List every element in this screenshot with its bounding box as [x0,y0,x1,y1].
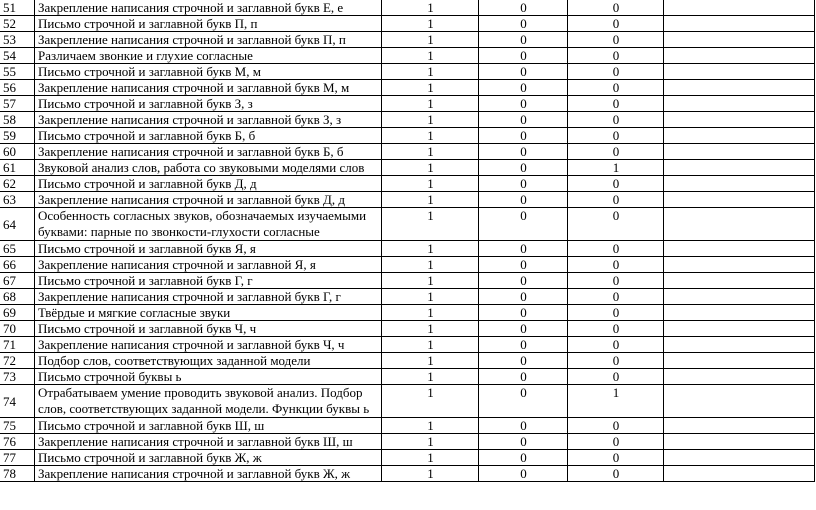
table-row [0,305,815,321]
lesson-topic: Письмо строчной и заглавной букв Г, г [35,273,382,289]
hours-total: 1 [382,192,479,208]
hours-practice: 0 [568,128,664,144]
lesson-number: 64 [0,208,35,241]
hours-control: 0 [479,16,568,32]
notes-cell [664,241,815,257]
hours-control: 0 [479,128,568,144]
notes-cell [664,160,815,176]
hours-control: 0 [479,466,568,482]
lesson-topic: Закрепление написания строчной и заглавной букв П, п [35,32,382,48]
table-row [0,273,815,289]
lesson-topic: Письмо строчной и заглавной букв Ж, ж [35,450,382,466]
table-row [0,466,815,482]
lesson-topic: Письмо строчной и заглавной букв Ч, ч [35,321,382,337]
hours-total: 1 [382,289,479,305]
lesson-number: 52 [0,16,35,32]
notes-cell [664,128,815,144]
hours-total: 1 [382,305,479,321]
hours-total: 1 [382,32,479,48]
hours-practice: 0 [568,0,664,16]
hours-control: 0 [479,321,568,337]
hours-total: 1 [382,208,479,241]
lesson-number: 67 [0,273,35,289]
hours-control: 0 [479,337,568,353]
lesson-number: 70 [0,321,35,337]
lesson-number: 65 [0,241,35,257]
table-row [0,32,815,48]
notes-cell [664,176,815,192]
notes-cell [664,32,815,48]
hours-total: 1 [382,257,479,273]
lesson-number: 69 [0,305,35,321]
hours-control: 0 [479,450,568,466]
hours-control: 0 [479,273,568,289]
hours-total: 1 [382,434,479,450]
hours-control: 0 [479,48,568,64]
lesson-topic: Закрепление написания строчной и заглавной букв Ш, ш [35,434,382,450]
lesson-topic: Закрепление написания строчной и заглавной Я, я [35,257,382,273]
lesson-number: 57 [0,96,35,112]
table-row [0,80,815,96]
hours-practice: 0 [568,418,664,434]
lesson-topic: Закрепление написания строчной и заглавной букв Б, б [35,144,382,160]
hours-practice: 0 [568,434,664,450]
table-row [0,176,815,192]
hours-practice: 0 [568,369,664,385]
hours-control: 0 [479,369,568,385]
hours-control: 0 [479,434,568,450]
hours-practice: 0 [568,112,664,128]
lesson-number: 68 [0,289,35,305]
hours-practice: 0 [568,176,664,192]
hours-total: 1 [382,321,479,337]
notes-cell [664,64,815,80]
hours-control: 0 [479,112,568,128]
hours-practice: 0 [568,273,664,289]
lesson-topic: Письмо строчной и заглавной букв П, п [35,16,382,32]
hours-practice: 0 [568,96,664,112]
table-row [0,337,815,353]
table-row [0,289,815,305]
hours-practice: 0 [568,450,664,466]
hours-total: 1 [382,273,479,289]
hours-total: 1 [382,96,479,112]
notes-cell [664,96,815,112]
notes-cell [664,305,815,321]
hours-practice: 0 [568,466,664,482]
lesson-topic: Подбор слов, соответствующих заданной модели [35,353,382,369]
hours-practice: 0 [568,144,664,160]
hours-practice: 0 [568,208,664,241]
lesson-number: 59 [0,128,35,144]
hours-total: 1 [382,385,479,418]
hours-control: 0 [479,353,568,369]
hours-control: 0 [479,418,568,434]
lesson-number: 62 [0,176,35,192]
lesson-topic: Закрепление написания строчной и заглавной букв Ж, ж [35,466,382,482]
table-row [0,0,815,16]
lesson-number: 53 [0,32,35,48]
hours-control: 0 [479,208,568,241]
hours-practice: 0 [568,48,664,64]
hours-total: 1 [382,160,479,176]
hours-total: 1 [382,369,479,385]
notes-cell [664,369,815,385]
notes-cell [664,112,815,128]
hours-control: 0 [479,0,568,16]
notes-cell [664,450,815,466]
lesson-topic: Закрепление написания строчной и заглавной букв М, м [35,80,382,96]
table-row [0,241,815,257]
lesson-number: 55 [0,64,35,80]
hours-practice: 0 [568,241,664,257]
lesson-number: 72 [0,353,35,369]
table-row [0,16,815,32]
lesson-number: 71 [0,337,35,353]
lesson-topic: Закрепление написания строчной и заглавной букв Ч, ч [35,337,382,353]
table-row [0,160,815,176]
table-row [0,208,815,241]
lesson-number: 78 [0,466,35,482]
notes-cell [664,257,815,273]
hours-control: 0 [479,241,568,257]
hours-total: 1 [382,48,479,64]
hours-total: 1 [382,64,479,80]
hours-total: 1 [382,241,479,257]
hours-practice: 0 [568,16,664,32]
hours-practice: 0 [568,337,664,353]
lesson-topic: Письмо строчной и заглавной букв Ш, ш [35,418,382,434]
table-row [0,353,815,369]
hours-practice: 0 [568,289,664,305]
lesson-number: 74 [0,385,35,418]
notes-cell [664,192,815,208]
hours-total: 1 [382,353,479,369]
hours-control: 0 [479,80,568,96]
hours-practice: 0 [568,257,664,273]
notes-cell [664,80,815,96]
lesson-number: 60 [0,144,35,160]
lesson-topic: Письмо строчной и заглавной букв Б, б [35,128,382,144]
lesson-number: 66 [0,257,35,273]
table-row [0,48,815,64]
notes-cell [664,353,815,369]
hours-control: 0 [479,257,568,273]
notes-cell [664,273,815,289]
notes-cell [664,48,815,64]
hours-control: 0 [479,32,568,48]
hours-control: 0 [479,144,568,160]
table-row [0,418,815,434]
hours-total: 1 [382,466,479,482]
hours-total: 1 [382,16,479,32]
notes-cell [664,208,815,241]
lesson-number: 76 [0,434,35,450]
hours-total: 1 [382,112,479,128]
lesson-topic: Закрепление написания строчной и заглавной букв Д, д [35,192,382,208]
hours-total: 1 [382,176,479,192]
hours-control: 0 [479,289,568,305]
notes-cell [664,418,815,434]
table-row [0,128,815,144]
notes-cell [664,385,815,418]
hours-total: 1 [382,128,479,144]
notes-cell [664,144,815,160]
lesson-topic: Письмо строчной и заглавной букв М, м [35,64,382,80]
lesson-number: 56 [0,80,35,96]
hours-practice: 0 [568,192,664,208]
hours-control: 0 [479,64,568,80]
hours-control: 0 [479,192,568,208]
table-row [0,144,815,160]
hours-practice: 0 [568,80,664,96]
hours-practice: 0 [568,64,664,80]
table-row [0,112,815,128]
hours-total: 1 [382,144,479,160]
lesson-topic: Различаем звонкие и глухие согласные [35,48,382,64]
lesson-topic: Письмо строчной и заглавной букв З, з [35,96,382,112]
lesson-number: 61 [0,160,35,176]
hours-control: 0 [479,385,568,418]
hours-control: 0 [479,160,568,176]
hours-control: 0 [479,96,568,112]
hours-practice: 0 [568,353,664,369]
lesson-number: 75 [0,418,35,434]
table-row [0,369,815,385]
hours-total: 1 [382,337,479,353]
lesson-topic: Закрепление написания строчной и заглавной букв Е, е [35,0,382,16]
hours-total: 1 [382,418,479,434]
lesson-topic: Письмо строчной буквы ь [35,369,382,385]
hours-total: 1 [382,0,479,16]
hours-practice: 1 [568,385,664,418]
notes-cell [664,16,815,32]
table-row [0,434,815,450]
notes-cell [664,434,815,450]
table-row [0,64,815,80]
lesson-number: 54 [0,48,35,64]
lesson-topic: Письмо строчной и заглавной букв Я, я [35,241,382,257]
lesson-topic: Особенность согласных звуков, обозначаемых изучаемыми буквами: парные по звонкости-глухости согласные [35,208,382,241]
table-row [0,96,815,112]
lesson-number: 73 [0,369,35,385]
hours-total: 1 [382,80,479,96]
lesson-number: 58 [0,112,35,128]
hours-practice: 0 [568,305,664,321]
lesson-number: 51 [0,0,35,16]
hours-practice: 0 [568,32,664,48]
lesson-topic: Отрабатываем умение проводить звуковой анализ. Подбор слов, соответствующих заданной модели. Функции буквы ь [35,385,382,418]
notes-cell [664,0,815,16]
lesson-topic: Звуковой анализ слов, работа со звуковыми моделями слов [35,160,382,176]
lesson-topic: Твёрдые и мягкие согласные звуки [35,305,382,321]
table-row [0,192,815,208]
table-row [0,257,815,273]
hours-total: 1 [382,450,479,466]
hours-practice: 0 [568,321,664,337]
lesson-topic: Письмо строчной и заглавной букв Д, д [35,176,382,192]
hours-control: 0 [479,305,568,321]
table-row [0,321,815,337]
notes-cell [664,466,815,482]
hours-control: 0 [479,176,568,192]
notes-cell [664,289,815,305]
table-row [0,385,815,418]
lesson-number: 77 [0,450,35,466]
notes-cell [664,321,815,337]
lesson-topic: Закрепление написания строчной и заглавной букв З, з [35,112,382,128]
lesson-topic: Закрепление написания строчной и заглавной букв Г, г [35,289,382,305]
notes-cell [664,337,815,353]
lesson-number: 63 [0,192,35,208]
hours-practice: 1 [568,160,664,176]
table-row [0,450,815,466]
